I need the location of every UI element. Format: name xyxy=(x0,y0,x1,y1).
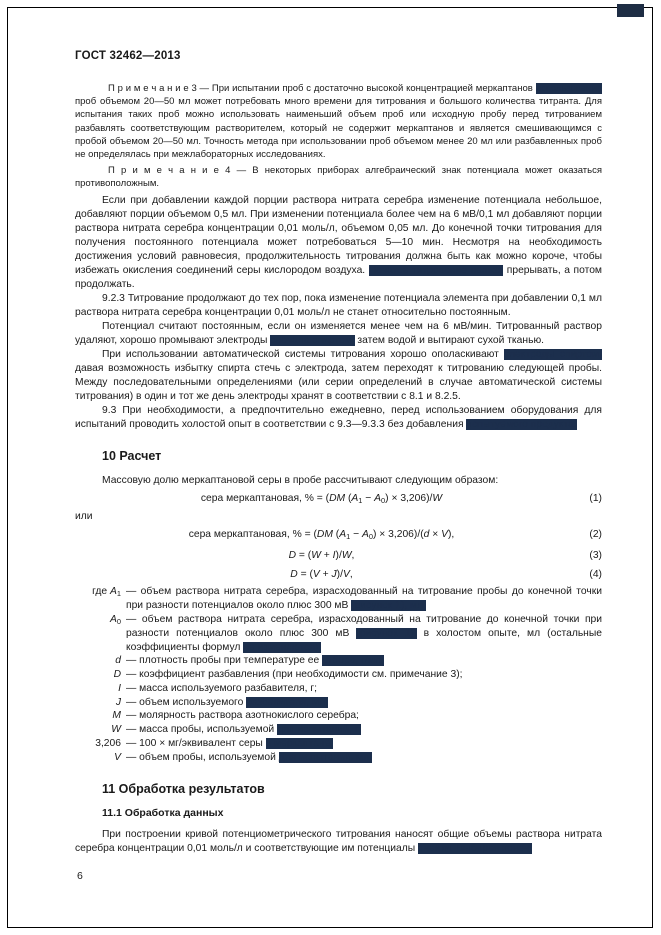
definition-item xyxy=(75,751,602,765)
text-segment: ), xyxy=(447,529,455,541)
text-segment: I xyxy=(118,682,121,694)
text-segment: − xyxy=(350,529,362,541)
definition-item xyxy=(75,723,602,737)
text-segment: − xyxy=(362,492,375,504)
text-segment: + xyxy=(319,569,332,581)
definition-term xyxy=(75,751,121,765)
text-segment: A xyxy=(110,586,117,598)
paragraph xyxy=(75,474,602,488)
definition-item xyxy=(75,585,602,613)
definition-term xyxy=(75,585,121,613)
text-segment: — масса используемого разбавителя, г; xyxy=(126,682,317,694)
definition-term xyxy=(75,613,121,654)
text-segment: 1 xyxy=(116,589,121,599)
text-segment: ) × 3,206)/ xyxy=(385,492,433,504)
definition-item xyxy=(75,737,602,751)
formula-expression xyxy=(75,547,568,564)
text-segment: V xyxy=(114,751,121,763)
definition-term xyxy=(75,682,121,696)
text-segment: = ( xyxy=(296,550,312,562)
text-segment: — объем используемого xyxy=(126,696,247,708)
text-segment: , xyxy=(349,569,353,581)
definition-term xyxy=(75,709,121,723)
formula-row xyxy=(75,526,602,545)
text-segment: D xyxy=(113,669,121,681)
text-segment: — 100 × мг/эквивалент серы xyxy=(126,738,266,750)
formula-number: (2) xyxy=(589,529,602,541)
page-number: 6 xyxy=(77,870,83,882)
text-segment: A xyxy=(351,492,359,504)
text-segment: A xyxy=(374,492,382,504)
text-segment: V xyxy=(312,569,320,581)
formula-number: (4) xyxy=(589,569,602,581)
definition-description xyxy=(121,751,602,765)
text-segment: ( xyxy=(332,529,340,541)
text-segment: Потенциал считают постоянным, если он изменяется менее чем на 6 мВ/мин. Титрованный раствор удаляют, хорошо промывают электроды xyxy=(75,320,602,346)
text-segment: — масса пробы, используемой xyxy=(126,724,278,736)
text-segment: или xyxy=(75,511,93,523)
paragraph xyxy=(75,292,602,320)
redacted-text: для испытаний, г; xyxy=(277,724,362,736)
text-segment: , xyxy=(351,550,355,562)
text-segment: где xyxy=(92,586,110,598)
text-segment: = ( xyxy=(297,569,313,581)
definition-item xyxy=(75,709,602,723)
redacted-text: разбавителя, мл; xyxy=(246,696,328,708)
text-segment: Массовую долю меркаптановой серы в пробе рассчитывают следующим образом: xyxy=(102,474,499,486)
text-segment: — коэффициент разбавления (при необходимости см. примечание 3); xyxy=(126,669,463,681)
corner-mark xyxy=(617,4,644,17)
doc-code: ГОСТ 32462—2013 xyxy=(75,50,181,62)
paragraph xyxy=(75,828,602,856)
text-segment: — объем раствора нитрата серебра, израсходованный на титрование до конечной точки при разности потенциалов около плюс 300 мВ xyxy=(126,613,602,639)
text-segment: в холостом опыте, мл (остальные коэффициенты формул xyxy=(126,627,603,653)
text-segment: DM xyxy=(329,492,346,504)
redacted-text: в меркаптане; xyxy=(265,738,334,750)
paragraph xyxy=(75,320,602,348)
text-segment: I xyxy=(332,550,336,562)
definition-description xyxy=(121,737,602,751)
text-segment: d xyxy=(115,655,121,667)
redacted-text: использование xyxy=(535,83,602,94)
redacted-text: Начатое титрование нельзя xyxy=(368,264,504,276)
text-segment: 9.3 При необходимости, а предпочтительно ежедневно, перед использованием оборудования для испытаний проводить холостой опыт в соответствии с 9.3—9.3.3 без добавления xyxy=(75,404,602,430)
definition-description xyxy=(121,709,602,723)
redacted-text: (рисунок 1), мл; xyxy=(351,600,427,612)
note-paragraph xyxy=(75,82,602,161)
text-segment: прерывать, а потом продолжать. xyxy=(75,264,602,290)
definition-item xyxy=(75,696,602,710)
definition-item xyxy=(75,613,602,654)
text-segment: При использовании автоматической системы титрования хорошо ополаскивают xyxy=(102,348,504,360)
definition-term xyxy=(75,668,121,682)
formula-row xyxy=(75,490,602,509)
page-content xyxy=(75,50,602,856)
redacted-text: отбора, г/мл; xyxy=(322,655,384,667)
text-segment: A xyxy=(339,529,347,541)
text-segment: При построении кривой потенциометрического титрования наносят общие объемы раствора нитрата серебра концентрации 0,01 моль/л и соответствующие им потенциалы xyxy=(75,828,602,854)
text-segment: DM xyxy=(316,529,333,541)
formula-number: (3) xyxy=(589,550,602,562)
formula-row xyxy=(75,566,602,583)
text-segment: )/ xyxy=(336,569,343,581)
formula-row xyxy=(75,547,602,564)
text-segment: J xyxy=(331,569,337,581)
definition-term xyxy=(75,696,121,710)
definition-term xyxy=(75,654,121,668)
formula-expression xyxy=(75,526,568,545)
text-segment: Если при добавлении каждой порции раствора нитрата серебра изменение потенциала небольшое, добавляют порции объемом 0,5 мл. При изменении потенциала более чем на 6 мВ/0,1 мл добавляют порции раствора нитрата серебра концентрации 0,01 моль/л, объемом 0,05 мл. До конечной точки титрования для получения постоянного потенциала может потребоваться 5—10 мин. Несмотря на необходимость достижения условий равновесия, продолжительность титрования должна быть как можно короче, чтобы избежать окисления соединений серы кислородом воздуха. xyxy=(75,194,602,276)
text-segment: W xyxy=(341,550,352,562)
definition-item xyxy=(75,682,602,696)
paragraph xyxy=(75,404,602,432)
text-segment: 0 xyxy=(381,495,386,505)
definition-description xyxy=(121,654,602,668)
section-heading xyxy=(75,449,602,463)
definition-item xyxy=(75,654,602,668)
definition-description xyxy=(121,682,602,696)
text-segment: M xyxy=(112,710,121,722)
text-segment: 1 xyxy=(346,532,351,542)
redacted-text: электроды спиртом, xyxy=(503,348,602,360)
paragraph xyxy=(75,194,602,292)
definition-description xyxy=(121,585,602,613)
text-segment: П р и м е ч а н и е 4 — В некоторых приборах алгебраический знак потенциала может оказаться противоположным. xyxy=(75,165,602,190)
paragraph xyxy=(75,348,602,404)
definition-description xyxy=(121,723,602,737)
text-segment: сера меркаптановая, % = ( xyxy=(200,492,330,504)
text-segment: 0 xyxy=(368,532,373,542)
text-segment: × xyxy=(429,529,442,541)
text-segment: давая возможность избытку спирта стечь с электрода, затем переходят к титрованию следующей пробы. Между последовательными определениями (или серии определений в случае автоматической системы титрования) в один и тот же день электроды хранят в соответствии с 8.1 и 8.2.5. xyxy=(75,362,602,402)
text-segment: 11 Обработка результатов xyxy=(102,781,265,796)
subsection-heading xyxy=(75,807,602,819)
text-segment: — объем пробы, используемой xyxy=(126,751,279,763)
text-segment: 3,206 xyxy=(95,738,121,750)
redacted-text: сначала спиртом, xyxy=(270,334,355,346)
document-body xyxy=(75,82,602,856)
text-segment: сера меркаптановая, % = ( xyxy=(188,529,317,541)
section-heading xyxy=(75,782,602,796)
text-segment: V xyxy=(441,529,448,541)
redacted-text: (рисунок 1), xyxy=(356,627,417,639)
text-segment: затем водой и вытирают сухой тканью. xyxy=(354,334,545,346)
text-segment: V xyxy=(342,569,350,581)
definition-description xyxy=(121,613,602,654)
redacted-text: ячейки. Выбирая конеч- xyxy=(418,842,533,854)
text-segment: d xyxy=(423,529,430,541)
text-segment: ) × 3,206)/( xyxy=(372,529,424,541)
definition-term xyxy=(75,737,121,751)
formula-number: (1) xyxy=(589,492,602,504)
text-segment: D xyxy=(290,569,298,581)
text-segment: + xyxy=(320,550,333,562)
redacted-text: не изменяются); xyxy=(243,641,322,653)
text-segment: 0 xyxy=(116,616,121,626)
formula-expression xyxy=(75,490,568,509)
text-segment: A xyxy=(361,529,369,541)
text-segment: )/ xyxy=(335,550,342,562)
text-segment: — объем раствора нитрата серебра, израсходованный на титрование пробы до конечной точки при разности потенциалов около плюс 300 мВ xyxy=(126,586,602,612)
text-segment: П р и м е ч а н и е 3 — При испытании проб с достаточно высокой концентрацией меркаптанов xyxy=(108,83,536,94)
definition-item xyxy=(75,668,602,682)
text-segment: проб объемом 20—50 мл может потребовать много времени для титрования и большого количества титранта. Для испытания таких проб можно использовать наименьший объем проб или исходную пробу перед титрованием разбавлять соответствующим растворителем, который не содержит меркаптанов и является смешивающимся с пробой объемом 20—50 мл. Точность метода при использовании проб объемом менее 20 мл или разбавленных проб не определялась при межлабораторных исследованиях. xyxy=(75,96,602,161)
text-segment: 9.2.3 Титрование продолжают до тех пор, пока изменение потенциала элемента при добавлении 0,1 мл раствора нитрата серебра концентрации 0,01 моль/л не станет относительно постоянным. xyxy=(75,292,602,318)
definition-description xyxy=(121,696,602,710)
note-paragraph xyxy=(75,164,602,190)
text-segment: J xyxy=(115,696,121,708)
text-segment: — молярность раствора азотнокислого серебра; xyxy=(126,710,359,722)
text-segment: D xyxy=(288,550,297,562)
text-segment: 1 xyxy=(358,495,363,505)
text-segment: W xyxy=(311,550,321,562)
definition-term xyxy=(75,723,121,737)
redacted-text: испытуемого продукта. xyxy=(466,418,577,430)
formula-expression xyxy=(75,566,568,583)
text-segment: A xyxy=(110,613,117,625)
text-segment: W xyxy=(111,724,121,736)
text-line xyxy=(75,510,602,524)
redacted-text: для испытаний, мл. xyxy=(278,751,373,763)
text-segment: — плотность пробы при температуре ее xyxy=(126,655,323,667)
text-segment: ( xyxy=(345,492,352,504)
definition-description xyxy=(121,668,602,682)
text-segment: W xyxy=(432,492,443,504)
text-segment: 10 Расчет xyxy=(102,448,162,463)
text-segment: 11.1 Обработка данных xyxy=(102,806,224,819)
